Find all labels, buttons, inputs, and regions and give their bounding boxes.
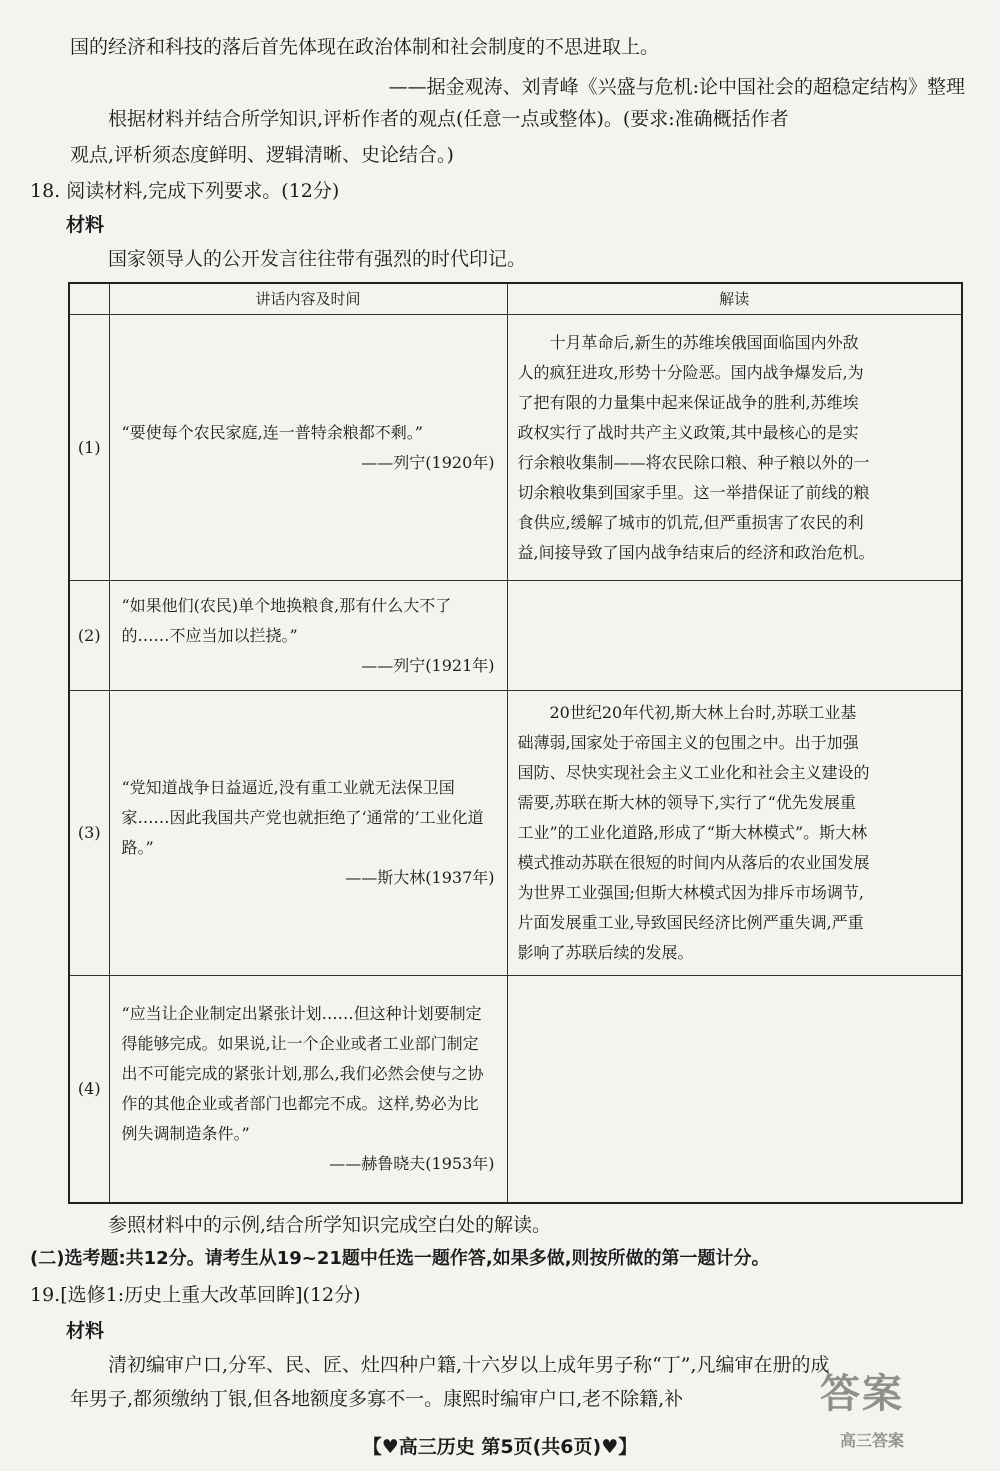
speech-text: “如果他们(农民)单个地换粮食,那有什么大不了的……不应当加以拦挠。” [121, 595, 452, 645]
interp-line: 切余粮收集到国家手里。这一举措保证了前线的粮 [517, 482, 870, 502]
interp-line: 影响了苏联后续的发展。 [517, 943, 694, 962]
material-label: 材料 [66, 214, 105, 236]
interp-line: 食供应,缓解了城市的饥荒,但严重损害了农民的利 [517, 512, 864, 532]
interp-line: 需要,苏联在斯大林的领导下,实行了“优先发展重 [517, 793, 856, 812]
interp-line: 益,间接导致了国内战争结束后的经济和政治危机。 [517, 542, 875, 562]
passage-line: 清初编审户口,分军、民、匠、灶四种户籍,十六岁以上成年男子称“丁”,凡编审在册的成 [108, 1354, 830, 1376]
row-number: (4) [69, 976, 109, 1204]
interpretation-cell-blank[interactable] [507, 581, 962, 691]
material-label: 材料 [66, 1320, 105, 1342]
interp-line: 础薄弱,国家处于帝国主义的包围之中。出于加强 [517, 733, 859, 752]
table-row [69, 315, 962, 581]
question-18-title: 18. 阅读材料,完成下列要求。(12分) [30, 180, 340, 202]
interp-line: 十月革命后,新生的苏维埃俄国面临国内外敌 [549, 332, 859, 352]
header-speech: 讲话内容及时间 [109, 283, 507, 315]
speech-source: ——斯大林(1937年) [345, 868, 495, 887]
interp-line: 行余粮收集制——将农民除口粮、种子粮以外的一 [517, 452, 870, 472]
speech-cell [109, 581, 507, 691]
interp-line: 人的疯狂进攻,形势十分险恶。国内战争爆发后,为 [517, 362, 864, 382]
requirement-line: 观点,评析须态度鲜明、逻辑清晰、史论结合。) [70, 144, 454, 166]
table-row [69, 976, 962, 1204]
watermark-big: 答案 [820, 1371, 904, 1417]
table-row [69, 691, 962, 976]
citation: ——据金观涛、刘青峰《兴盛与危机:论中国社会的超稳定结构》整理 [388, 76, 965, 98]
header-blank [69, 283, 109, 315]
interpretation-cell [507, 691, 962, 976]
row-number: (2) [69, 581, 109, 691]
speech-text: “应当让企业制定出紧张计划……但这种计划要制定得能够完成。如果说,让一个企业或者工业部门制定出不可能完成的紧张计划,那么,我们必然会使与之协作的其他企业或者部门也都完不成。这样,势必为比例失调制造条件。” [121, 1004, 484, 1143]
interp-line: 模式推动苏联在很短的时间内从落后的农业国发展 [517, 853, 870, 872]
passage-line: 国的经济和科技的落后首先体现在政治体制和社会制度的不思进取上。 [70, 36, 660, 58]
instruction: 参照材料中的示例,结合所学知识完成空白处的解读。 [108, 1214, 552, 1236]
speech-cell [109, 976, 507, 1204]
requirement-line: 根据材料并结合所学知识,评析作者的观点(任意一点或整体)。(要求:准确概括作者 [108, 108, 789, 130]
interp-line: 工业”的工业化道路,形成了“斯大林模式”。斯大林 [517, 823, 868, 842]
speech-source: ——列宁(1920年) [361, 452, 495, 472]
interp-line: 为世界工业强国;但斯大林模式因为排斥市场调节, [517, 883, 864, 902]
row-number: (1) [69, 315, 109, 581]
interpretation-cell-blank[interactable] [507, 976, 962, 1204]
watermark-small: 高三答案 [840, 1431, 905, 1450]
table-row [69, 581, 962, 691]
watermark-logo [820, 1362, 990, 1462]
passage-line: 年男子,都须缴纳丁银,但各地额度多寡不一。康熙时编审户口,老不除籍,补 [70, 1388, 684, 1410]
section-heading: (二)选考题:共12分。请考生从19~21题中任选一题作答,如果多做,则按所做的第一题计分。 [30, 1248, 770, 1269]
interp-line: 政权实行了战时共产主义政策,其中最核心的是实 [517, 422, 859, 442]
row-number: (3) [69, 691, 109, 976]
speech-cell [109, 315, 507, 581]
interp-line: 了把有限的力量集中起来保证战争的胜利,苏维埃 [517, 392, 859, 412]
speech-text: “党知道战争日益逼近,没有重工业就无法保卫国家……因此我国共产党也就拒绝了‘通常的’工业化道路。” [121, 778, 484, 857]
speech-text: “要使每个农民家庭,连一普特余粮都不剩。” [121, 422, 423, 442]
page-footer: 【♥高三历史 第5页(共6页)♥】 [362, 1436, 638, 1458]
speech-source: ——赫鲁晓夫(1953年) [329, 1154, 495, 1173]
speech-cell [109, 691, 507, 976]
interp-line: 片面发展重工业,导致国民经济比例严重失调,严重 [517, 913, 864, 932]
interp-line: 20世纪20年代初,斯大林上台时,苏联工业基 [549, 703, 857, 722]
material-table [68, 282, 963, 1204]
question-19-title: 19.[选修1:历史上重大改革回眸](12分) [30, 1284, 361, 1306]
interp-line: 国防、尽快实现社会主义工业化和社会主义建设的 [517, 763, 870, 782]
interpretation-cell [507, 315, 962, 581]
material-intro: 国家领导人的公开发言往往带有强烈的时代印记。 [108, 248, 527, 270]
speech-source: ——列宁(1921年) [361, 655, 495, 675]
header-interpretation: 解读 [507, 283, 962, 315]
